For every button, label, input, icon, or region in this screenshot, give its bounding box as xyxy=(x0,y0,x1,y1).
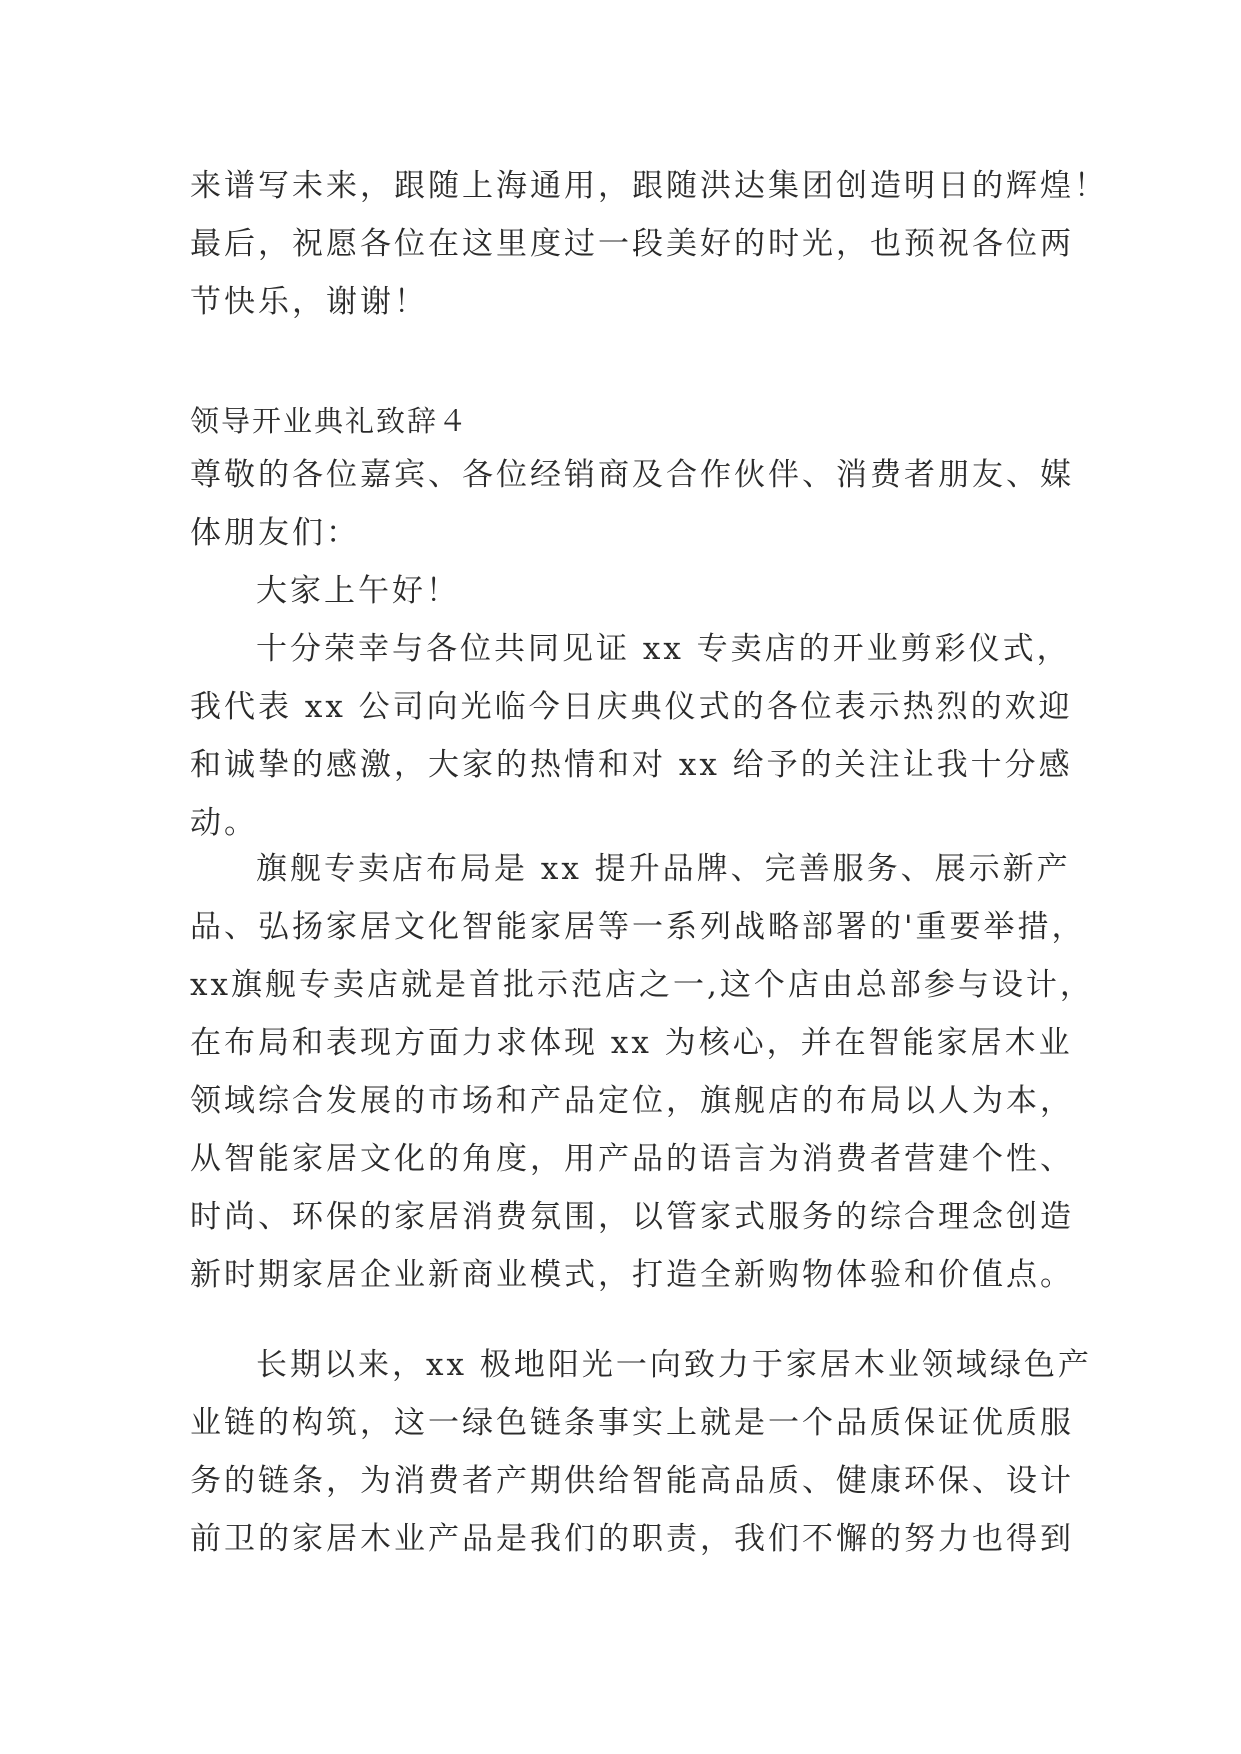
text-line: 节快乐，谢谢！ xyxy=(190,284,428,320)
section-heading: 领导开业典礼致辞４ xyxy=(190,404,470,438)
text-line: 我代表 xx 公司向光临今日庆典仪式的各位表示热烈的欢迎 xyxy=(190,689,1073,725)
text-line: 新时期家居企业新商业模式，打造全新购物体验和价值点。 xyxy=(190,1257,1074,1293)
text-line: 最后，祝愿各位在这里度过一段美好的时光，也预祝各位两 xyxy=(190,226,1074,262)
paragraph-3 xyxy=(190,1336,1092,1568)
text-line: 尊敬的各位嘉宾、各位经销商及合作伙伴、消费者朋友、媒 xyxy=(190,457,1074,493)
text-line: 业链的构筑，这一绿色链条事实上就是一个品质保证优质服 xyxy=(190,1405,1074,1441)
text-line: 在布局和表现方面力求体现 xx 为核心，并在智能家居木业 xyxy=(190,1025,1073,1061)
paragraph-2 xyxy=(190,840,1094,1304)
greeting-paragraph xyxy=(190,562,1050,620)
section-title xyxy=(190,396,1050,446)
text-line: 时尚、环保的家居消费氛围，以管家式服务的综合理念创造 xyxy=(190,1199,1074,1235)
text-line: 务的链条，为消费者产期供给智能高品质、健康环保、设计 xyxy=(190,1463,1074,1499)
text-line: 动。 xyxy=(190,805,258,841)
text-line: 大家上午好！ xyxy=(256,573,460,609)
text-line: 旗舰专卖店布局是 xx 提升品牌、完善服务、展示新产 xyxy=(256,851,1071,887)
text-line: 和诚挚的感激，大家的热情和对 xx 给予的关注让我十分感 xyxy=(190,747,1073,783)
salutation-paragraph xyxy=(190,446,1074,562)
paragraph-1 xyxy=(190,620,1073,852)
text-line: 领域综合发展的市场和产品定位，旗舰店的布局以人为本， xyxy=(190,1083,1074,1119)
closing-paragraph xyxy=(190,157,1108,331)
text-line: 品、弘扬家居文化智能家居等一系列战略部署的'重要举措， xyxy=(190,909,1086,945)
text-line: 长期以来，xx 极地阳光一向致力于家居木业领域绿色产 xyxy=(256,1347,1092,1383)
text-line: 十分荣幸与各位共同见证 xx 专卖店的开业剪彩仪式， xyxy=(256,631,1071,667)
text-line: 从智能家居文化的角度，用产品的语言为消费者营建个性、 xyxy=(190,1141,1074,1177)
text-line: 来谱写未来，跟随上海通用，跟随洪达集团创造明日的辉煌！ xyxy=(190,168,1108,204)
text-line: xx旗舰专卖店就是首批示范店之一,这个店由总部参与设计， xyxy=(190,967,1094,1003)
text-line: 前卫的家居木业产品是我们的职责，我们不懈的努力也得到 xyxy=(190,1521,1074,1557)
text-line: 体朋友们： xyxy=(190,515,360,551)
